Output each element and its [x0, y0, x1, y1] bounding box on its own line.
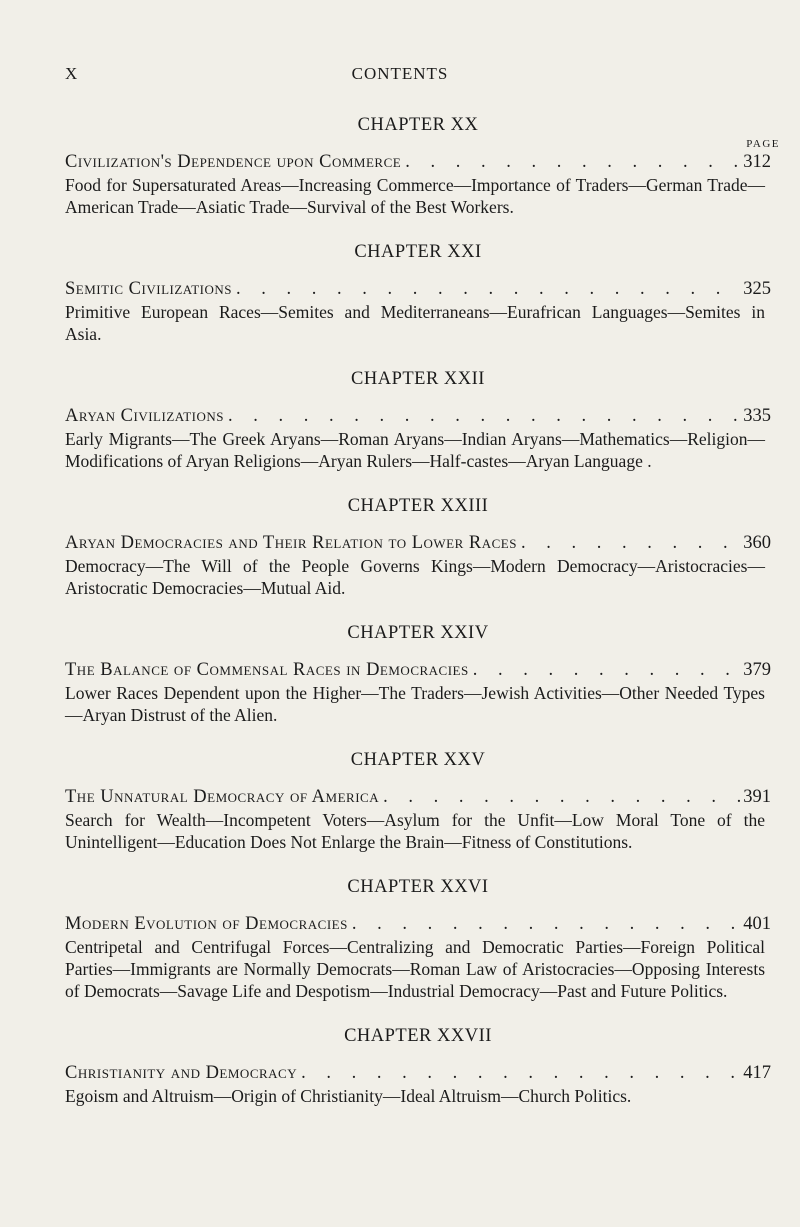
chapter-entry-23: [65, 494, 771, 599]
chapter-number: CHAPTER XXV: [350, 750, 486, 770]
chapter-summary: Centripetal and Centrifugal Forces—Centralizing and Democratic Parties—Foreign Political Parties—Immigrants are Normally Democrats—Roman Law of Aristocracies—Opposing Interests of Democrats—Savage Life and Despotism—Industrial Democracy—Past and Future Politics.: [65, 937, 765, 1001]
dot-leader: [379, 786, 741, 809]
chapter-entry-20: [65, 113, 771, 218]
chapter-summary: Early Migrants—The Greek Aryans—Roman Aryans—Indian Aryans—Mathematics—Religion—Modifications of Aryan Religions—Aryan Rulers—Half-castes—Aryan Language .: [65, 429, 765, 471]
chapter-title: Aryan Democracies and Their Relation to Lower Races: [65, 533, 517, 553]
chapter-title-line[interactable]: [65, 532, 771, 555]
chapter-title: Semitic Civilizations: [65, 279, 233, 299]
dot-leader: [469, 659, 741, 682]
chapter-title-line[interactable]: [65, 405, 771, 428]
page-folio: X: [65, 64, 78, 83]
chapter-summary: Primitive European Races—Semites and Mediterraneans—Eurafrican Languages—Semites in Asia.: [65, 302, 765, 344]
chapter-number: CHAPTER XXIII: [347, 496, 489, 516]
chapter-summary: Egoism and Altruism—Origin of Christianity—Ideal Altruism—Church Politics.: [65, 1086, 632, 1106]
dot-leader: [224, 405, 741, 428]
chapter-title: The Unnatural Democracy of America: [65, 787, 380, 807]
chapter-page-number: 360: [743, 533, 771, 553]
chapter-title-line[interactable]: [65, 913, 771, 936]
chapter-page-number: 417: [743, 1063, 771, 1083]
chapter-title: Civilization's Dependence upon Commerce: [65, 152, 402, 172]
chapter-number: CHAPTER XXI: [354, 242, 482, 262]
table-of-contents: [65, 113, 771, 1129]
dot-leader: [232, 278, 741, 301]
chapter-number: CHAPTER XXVI: [347, 877, 489, 897]
chapter-page-number: 391: [743, 787, 771, 807]
chapter-page-number: 312: [743, 152, 771, 172]
chapter-page-number: 379: [743, 660, 771, 680]
dot-leader: [297, 1062, 741, 1085]
chapter-summary: Lower Races Dependent upon the Higher—The Traders—Jewish Activities—Other Needed Types—Aryan Distrust of the Alien.: [65, 683, 765, 725]
chapter-entry-22: [65, 367, 771, 472]
running-head-title: CONTENTS: [351, 64, 449, 83]
dot-leader: [348, 913, 741, 936]
running-head: [0, 64, 800, 88]
chapter-entry-24: [65, 621, 771, 726]
chapter-page-number: 401: [743, 914, 771, 934]
dot-leader: [401, 151, 741, 174]
chapter-summary: Democracy—The Will of the People Governs Kings—Modern Democracy—Aristocracies—Aristocratic Democracies—Mutual Aid.: [65, 556, 765, 598]
chapter-title-line[interactable]: [65, 1062, 771, 1085]
chapter-number: CHAPTER XXVII: [344, 1026, 492, 1046]
chapter-entry-25: [65, 748, 771, 853]
chapter-summary: Search for Wealth—Incompetent Voters—Asylum for the Unfit—Low Moral Tone of the Unintelligent—Education Does Not Enlarge the Brain—Fitness of Constitutions.: [65, 810, 765, 852]
chapter-title: Modern Evolution of Democracies: [65, 914, 348, 934]
chapter-page-number: 325: [743, 279, 771, 299]
chapter-title-line[interactable]: [65, 786, 771, 809]
chapter-summary: Food for Supersaturated Areas—Increasing Commerce—Importance of Traders—German Trade—American Trade—Asiatic Trade—Survival of the Best Workers.: [65, 175, 765, 217]
chapter-entry-26: [65, 875, 771, 1002]
chapter-number: CHAPTER XXII: [351, 369, 485, 389]
page-column-label: PAGE: [746, 138, 780, 150]
chapter-entry-27: [65, 1024, 771, 1107]
chapter-number: CHAPTER XXIV: [347, 623, 489, 643]
chapter-title: The Balance of Commensal Races in Democracies: [65, 660, 469, 680]
dot-leader: [517, 532, 741, 555]
chapter-title-line[interactable]: [65, 659, 771, 682]
chapter-page-number: 335: [743, 406, 771, 426]
chapter-title-line[interactable]: [65, 278, 771, 301]
chapter-number: CHAPTER XX: [357, 115, 479, 135]
chapter-entry-21: [65, 240, 771, 345]
chapter-title: Aryan Civilizations: [65, 406, 224, 426]
chapter-title: Christianity and Democracy: [65, 1063, 298, 1083]
chapter-title-line[interactable]: [65, 151, 771, 174]
